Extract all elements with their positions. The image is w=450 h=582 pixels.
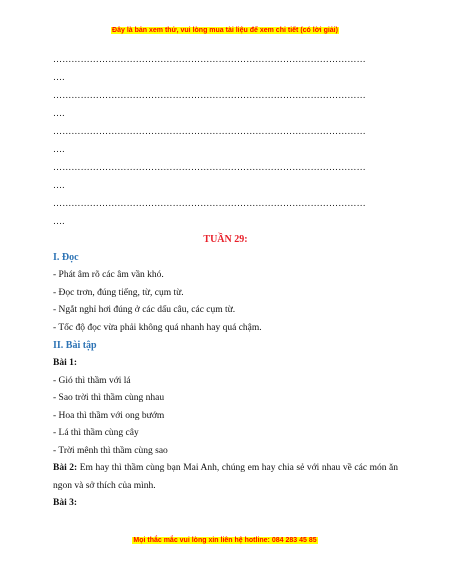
dotted-line: ………………………………………………………………………………………… (53, 162, 366, 172)
dotted-answer-lines (53, 50, 398, 230)
list-item: - Ngắt nghỉ hơi đúng ở các dấu câu, các cụm từ. (53, 305, 236, 315)
list-item: - Hoa thì thầm với ong bướm (53, 410, 165, 421)
hotline-banner (0, 536, 450, 546)
preview-banner (0, 26, 450, 36)
list-item: - Tốc độ đọc vừa phải không quá nhanh hay quá chậm. (53, 322, 262, 333)
list-item: - Gió thì thầm với lá (53, 375, 131, 386)
exercise-2-text: Em hay thì thầm cùng bạn Mai Anh, chúng em hay chia sẻ với nhau về các món ăn ngon và sở thích của mình. (53, 463, 398, 491)
week-title: TUẦN 29: (203, 234, 248, 245)
list-item: - Trời mênh thì thầm cùng sao (53, 445, 168, 456)
dotted-line: …. (53, 216, 65, 226)
dotted-line: …. (53, 180, 65, 190)
exercise-2 (53, 460, 398, 495)
section-heading-reading: I. Đọc (53, 252, 79, 263)
hotline-banner-text: Mọi thắc mắc vui lòng xin liên hệ hotline: 084 283 45 85 (133, 537, 317, 544)
list-item: - Phát âm rõ các âm vần khó. (53, 270, 164, 280)
dotted-line: …. (53, 72, 65, 82)
exercise-label-3: Bài 3: (53, 498, 78, 508)
dotted-line: ………………………………………………………………………………………… (53, 126, 366, 136)
exercise-label-1: Bài 1: (53, 358, 78, 368)
dotted-line: ………………………………………………………………………………………… (53, 54, 366, 64)
exercise-label-2: Bài 2: (53, 463, 78, 473)
dotted-line: ………………………………………………………………………………………… (53, 198, 366, 208)
section-heading-exercises: II. Bài tập (53, 340, 97, 351)
list-item: - Sao trời thì thầm cùng nhau (53, 393, 165, 403)
dotted-line: ………………………………………………………………………………………… (53, 90, 366, 100)
list-item: - Lá thì thầm cùng cây (53, 428, 139, 438)
preview-banner-text: Đây là bản xem thử, vui lòng mua tài liệu để xem chi tiết (có lời giải) (112, 27, 338, 34)
document-body (53, 50, 398, 513)
dotted-line: …. (53, 144, 65, 154)
list-item: - Đọc trơn, đúng tiếng, từ, cụm từ. (53, 287, 184, 298)
dotted-line: …. (53, 108, 65, 118)
